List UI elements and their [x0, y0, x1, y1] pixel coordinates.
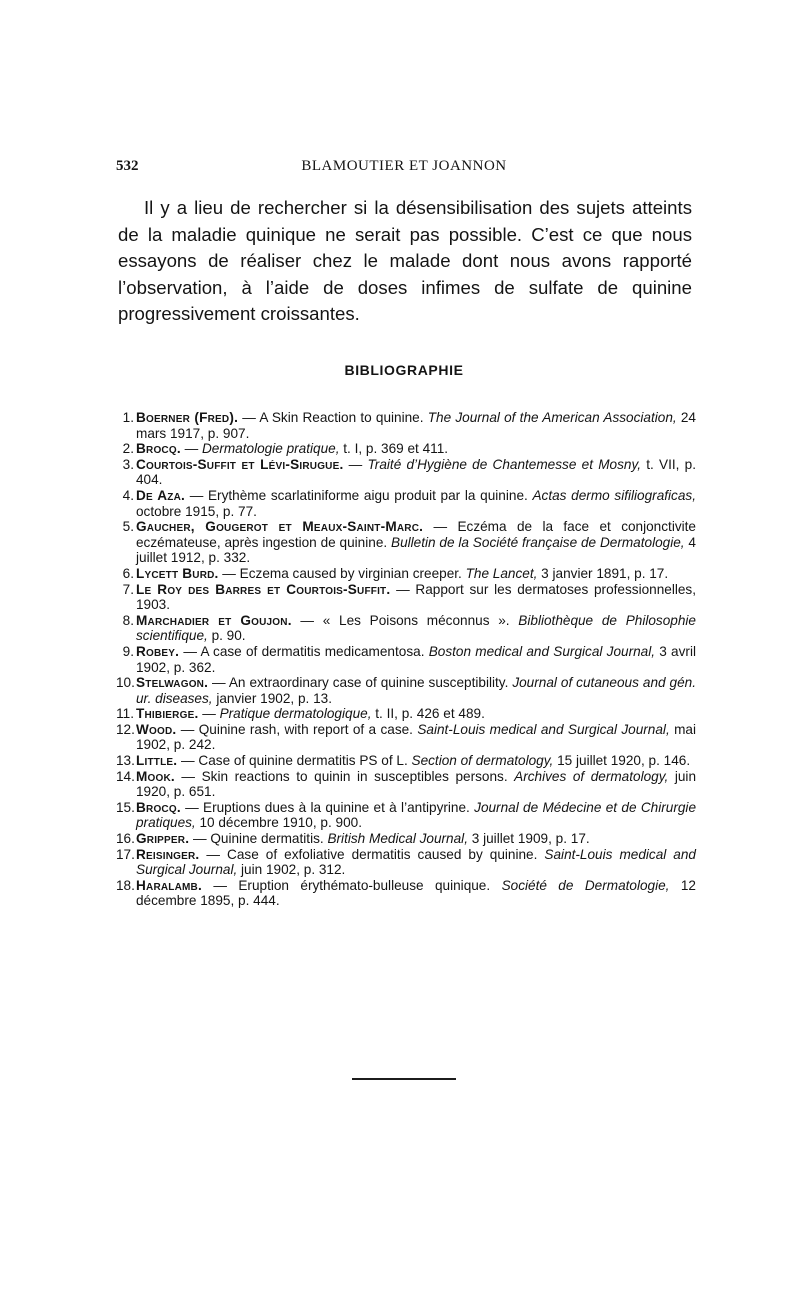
entry-publication: 3 juillet 1909, p. 17.: [467, 831, 590, 847]
entry-number: 4.: [122, 487, 134, 503]
entry-author: Robey.: [136, 643, 180, 659]
entry-author: Little.: [136, 753, 178, 769]
bibliography-entry: [116, 878, 696, 909]
entry-number: 7.: [122, 581, 134, 597]
entry-author: Le Roy des Barres et Courtois-Suffit.: [136, 581, 391, 597]
entry-publication: juin 1902, p. 312.: [237, 862, 346, 878]
bibliography-entry: [116, 582, 696, 613]
entry-publication: octobre 1915, p. 77.: [136, 503, 257, 519]
entry-source: Journal de Médecine et de Chirurgie pratiques,: [136, 799, 696, 831]
entry-source: Pratique dermatologique,: [219, 706, 372, 722]
entry-author: Courtois-Suffit et Lévi-Sirugue.: [136, 456, 344, 472]
entry-number: 10.: [116, 675, 135, 691]
entry-publication: janvier 1902, p. 13.: [212, 690, 332, 706]
entry-text: — A Skin Reaction to quinine.: [238, 410, 428, 425]
entry-source: Saint-Louis medical and Surgical Journal,: [417, 721, 670, 737]
bibliography-entry: [116, 706, 696, 722]
entry-text: —: [198, 706, 220, 722]
bibliography-list: [116, 410, 696, 909]
entry-number: 1.: [122, 410, 134, 425]
bibliography-entry: [116, 457, 696, 488]
entry-author: Brocq.: [136, 799, 181, 815]
entry-source: Journal of cutaneous and gén. ur. diseases,: [136, 675, 696, 706]
entry-text: —: [180, 441, 202, 457]
bibliography-entry: [116, 800, 696, 831]
entry-text: — Eczéma de la face et conjonctivite eczémateuse, après ingestion de quinine.: [136, 519, 696, 550]
entry-text: — « Les Poisons méconnus ».: [291, 612, 519, 628]
entry-number: 18.: [116, 877, 135, 893]
entry-source: Section of dermatology,: [411, 753, 554, 769]
header-title: BLAMOUTIER ET JOANNON: [301, 158, 507, 174]
entry-author: De Aza.: [136, 487, 185, 503]
entry-source: British Medical Journal,: [327, 831, 468, 847]
entry-source: Dermatologie pratique,: [201, 441, 340, 457]
bibliography-entry: [116, 488, 696, 519]
entry-author: Mook.: [136, 768, 175, 784]
entry-number: 13.: [116, 753, 135, 769]
entry-author: Stelwagon.: [136, 675, 209, 691]
entry-source: Archives of dermatology,: [514, 768, 669, 784]
entry-publication: t. II, p. 426 et 489.: [371, 706, 485, 722]
entry-publication: t. I, p. 369 et 411.: [339, 441, 449, 457]
entry-author: Haralamb.: [136, 877, 202, 893]
entry-text: — Rapport sur les dermatoses professionnelles, 1903.: [136, 581, 696, 613]
bibliography-entry: [116, 566, 696, 582]
entry-author: Boerner (Fred).: [136, 410, 239, 425]
entry-source: Société de Dermatologie,: [501, 877, 670, 893]
bibliography-entry: [116, 722, 696, 753]
entry-number: 3.: [122, 456, 134, 472]
entry-number: 12.: [116, 721, 135, 737]
entry-publication: 10 décembre 1910, p. 900.: [195, 815, 362, 831]
bibliography-entry: [116, 831, 696, 847]
bibliography-entry: [116, 410, 696, 441]
entry-publication: t. VII, p. 404.: [136, 456, 697, 488]
entry-publication: 15 juillet 1920, p. 146.: [553, 753, 691, 769]
entry-text: — Skin reactions to quinin in susceptibles persons.: [174, 768, 515, 784]
entry-author: Gripper.: [136, 831, 190, 847]
bibliography-entry: [116, 613, 696, 644]
bibliography-entry: [116, 519, 696, 566]
entry-publication: 24 mars 1917, p. 907.: [136, 410, 696, 441]
entry-source: Traité d’Hygiène de Chantemesse et Mosny,: [367, 456, 642, 472]
entry-publication: 3 janvier 1891, p. 17.: [537, 565, 669, 581]
entry-number: 15.: [116, 799, 135, 815]
entry-text: — Case of exfoliative dermatitis caused by quinine.: [199, 846, 545, 862]
entry-number: 2.: [122, 441, 134, 457]
entry-text: — Quinine dermatitis.: [189, 831, 328, 847]
entry-number: 16.: [116, 831, 135, 847]
entry-author: Gaucher, Gougerot et Meaux-Saint-Marc.: [136, 519, 424, 535]
entry-text: — A case of dermatitis medicamentosa.: [179, 643, 429, 659]
end-rule: [352, 1078, 456, 1080]
entry-author: Marchadier et Goujon.: [136, 612, 292, 628]
entry-number: 14.: [116, 768, 135, 784]
entry-source: Actas dermo sifiliograficas,: [532, 487, 696, 503]
entry-author: Lycett Burd.: [136, 565, 219, 581]
bibliography-heading: BIBLIOGRAPHIE: [344, 362, 464, 378]
entry-number: 11.: [116, 706, 134, 722]
bibliography-entry: [116, 753, 696, 769]
running-head: [116, 158, 692, 180]
entry-number: 6.: [122, 565, 134, 581]
entry-text: —: [343, 456, 368, 472]
entry-text: — An extraordinary case of quinine susceptibility.: [208, 675, 513, 691]
entry-text: — Quinine rash, with report of a case.: [176, 721, 418, 737]
entry-text: — Case of quinine dermatitis PS of L.: [177, 753, 412, 769]
entry-text: — Eruption érythémato-bulleuse quinique.: [201, 877, 502, 893]
entry-author: Thibierge.: [136, 706, 199, 722]
bibliography-entry: [116, 847, 696, 878]
entry-publication: p. 90.: [207, 628, 246, 644]
entry-author: Wood.: [136, 721, 177, 737]
entry-number: 8.: [122, 612, 134, 628]
page-number: 532: [116, 158, 139, 174]
bibliography-entry: [116, 441, 696, 457]
entry-publication: juin 1920, p. 651.: [136, 768, 697, 800]
entry-text: — Eczema caused by virginian creeper.: [218, 565, 466, 581]
entry-text: — Erythème scarlatiniforme aigu produit par la quinine.: [185, 487, 533, 503]
entry-author: Brocq.: [136, 441, 181, 457]
entry-publication: mai 1902, p. 242.: [136, 721, 696, 753]
entry-source: Bulletin de la Société française de Dermatologie,: [391, 534, 685, 550]
entry-source: Boston medical and Surgical Journal,: [428, 643, 656, 659]
entry-publication: 12 décembre 1895, p. 444.: [136, 877, 696, 909]
entry-source: The Journal of the American Association,: [427, 410, 677, 425]
bibliography-entry: [116, 644, 696, 675]
entry-number: 17.: [116, 846, 135, 862]
entry-publication: 4 juillet 1912, p. 332.: [136, 534, 696, 566]
entry-number: 9.: [122, 643, 134, 659]
entry-source: Bibliothèque de Philosophie scientifique,: [136, 612, 696, 644]
entry-source: Saint-Louis medical and Surgical Journal,: [136, 846, 696, 878]
entry-number: 5.: [122, 519, 134, 535]
entry-author: Reisinger.: [136, 846, 200, 862]
entry-source: The Lancet,: [465, 565, 538, 581]
entry-text: — Eruptions dues à la quinine et à l’antipyrine.: [180, 799, 475, 815]
intro-paragraph: Il y a lieu de rechercher si la désensibilisation des sujets atteints de la maladie quinique ne serait pas possible. C’est ce que nous essayons de réaliser chez le malade dont nous avons rapporté l’observation, à l’aide de doses infimes de sulfate de quinine progressivement croissantes.: [118, 197, 692, 324]
bibliography-entry: [116, 769, 696, 800]
bibliography-entry: [116, 675, 696, 706]
entry-publication: 3 avril 1902, p. 362.: [136, 643, 696, 675]
